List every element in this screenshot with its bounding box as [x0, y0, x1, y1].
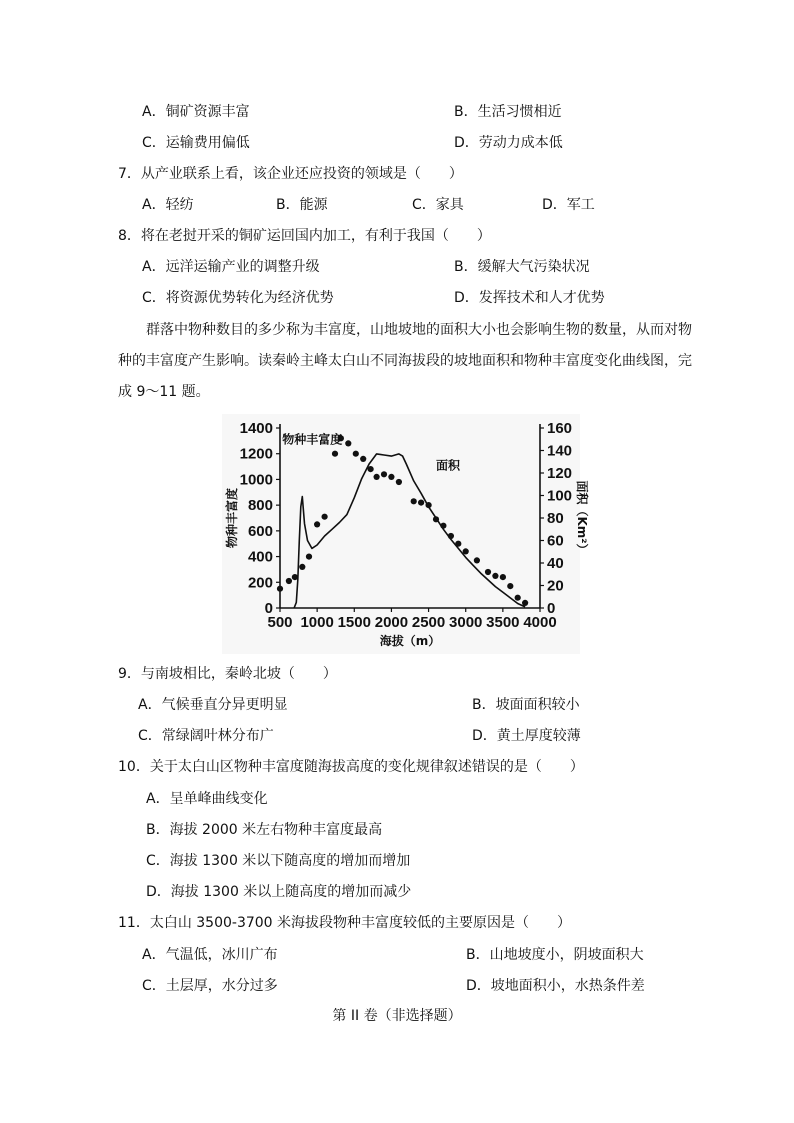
q8-stem: 8．将在老挝开采的铜矿运回国内加工，有利于我国（ ） [118, 228, 491, 244]
richness-point [381, 471, 387, 477]
richness-point [388, 474, 394, 480]
q11-option-b: B．山地坡度小，阴坡面积大 [466, 947, 644, 963]
x-tick-label: 3500 [486, 614, 520, 631]
y-right-tick-label: 120 [547, 465, 573, 482]
richness-point [522, 600, 528, 606]
y-axis-left-title: 物种丰富度 [225, 487, 239, 549]
richness-point [306, 554, 312, 560]
richness-point [418, 500, 424, 506]
q9-option-a: A．气候垂直分异更明显 [138, 697, 288, 713]
q10-option-c: C．海拔 1300 米以下随高度的增加而增加 [146, 853, 411, 869]
q9-option-d: D．黄土厚度较薄 [472, 728, 581, 744]
altitude-chart [222, 414, 589, 654]
q7-option-b: B．能源 [276, 197, 328, 213]
q10-stem: 10．关于太白山区物种丰富度随海拔高度的变化规律叙述错误的是（ ） [118, 759, 584, 775]
q11-option-d: D．坡地面积小，水热条件差 [466, 978, 645, 994]
richness-point [507, 583, 513, 589]
richness-point [374, 474, 380, 480]
q7-option-a: A．轻纺 [142, 197, 194, 213]
q11-option-a: A．气温低，冰川广布 [142, 947, 278, 963]
q8-option-b: B．缓解大气污染状况 [454, 259, 590, 275]
richness-point [345, 440, 351, 446]
q8-option-d: D．发挥技术和人才优势 [454, 290, 605, 306]
richness-point [314, 521, 320, 527]
x-tick-label: 2000 [374, 614, 409, 631]
richness-point [353, 451, 359, 457]
richness-point [433, 516, 439, 522]
richness-point [322, 514, 328, 520]
richness-point [292, 574, 298, 580]
q7-option-d: D．军工 [542, 197, 595, 213]
section-title: 第 II 卷（非选择题） [332, 1008, 462, 1024]
x-tick-label: 2500 [411, 614, 446, 631]
y-left-tick-label: 600 [247, 522, 273, 540]
richness-point [440, 523, 446, 529]
x-tick-label: 1000 [300, 614, 334, 631]
y-right-tick-label: 20 [547, 577, 564, 595]
q9-option-c: C．常绿阔叶林分布广 [138, 728, 274, 744]
y-right-tick-label: 80 [547, 510, 564, 527]
q6-option-b: B．生活习惯相近 [454, 104, 562, 120]
richness-point [448, 533, 454, 539]
y-right-tick-label: 40 [547, 555, 564, 572]
y-left-tick-label: 800 [247, 497, 273, 515]
y-left-tick-label: 400 [247, 548, 273, 566]
richness-point [515, 595, 521, 601]
richness-point [463, 548, 469, 554]
q10-option-d: D．海拔 1300 米以上随高度的增加而减少 [146, 884, 412, 900]
q6-option-d: D．劳动力成本低 [454, 135, 563, 151]
richness-point [474, 557, 480, 563]
q9-stem: 9．与南坡相比，秦岭北坡（ ） [118, 666, 337, 682]
y-left-tick-label: 1200 [239, 445, 273, 463]
passage [118, 315, 698, 408]
x-tick-label: 4000 [523, 614, 557, 631]
x-axis-title: 海拔（m） [379, 634, 441, 648]
q11-stem: 11．太白山 3500-3700 米海拔段物种丰富度较低的主要原因是（ ） [118, 915, 572, 931]
y-left-tick-label: 1000 [239, 471, 273, 489]
y-right-tick-label: 160 [547, 420, 573, 437]
richness-point [500, 574, 506, 580]
q9-option-b: B．坡面面积较小 [472, 697, 580, 713]
richness-series-label: 物种丰富度 [282, 432, 343, 447]
q8-option-a: A．远洋运输产业的调整升级 [142, 259, 320, 275]
passage-text: 群落中物种数目的多少称为丰富度，山地坡地的面积大小也会影响生物的数量，从而对物种的丰富度产生影响。读秦岭主峰太白山不同海拔段的坡地面积和物种丰富度变化曲线图，完成 9～11 题。 [118, 322, 692, 400]
richness-point [426, 502, 432, 508]
x-tick-label: 500 [267, 614, 293, 631]
richness-point [360, 456, 366, 462]
q10-option-a: A．呈单峰曲线变化 [146, 791, 268, 807]
q7-option-c: C．家具 [412, 197, 464, 213]
altitude-chart-svg [222, 414, 589, 654]
q6-option-a: A．铜矿资源丰富 [142, 104, 250, 120]
q8-option-c: C．将资源优势转化为经济优势 [142, 290, 334, 306]
y-left-tick-label: 1400 [239, 420, 273, 437]
q6-option-c: C．运输费用偏低 [142, 135, 250, 151]
richness-point [455, 541, 461, 547]
richness-point [485, 569, 491, 575]
y-left-tick-label: 200 [247, 574, 273, 592]
y-right-tick-label: 60 [547, 532, 564, 550]
richness-point [396, 479, 402, 485]
y-left-tick-label: 0 [264, 600, 273, 617]
q10-option-b: B．海拔 2000 米左右物种丰富度最高 [146, 822, 383, 838]
richness-point [277, 586, 283, 592]
richness-point [286, 578, 292, 584]
richness-point [368, 466, 374, 472]
richness-point [332, 451, 338, 457]
x-tick-label: 1500 [337, 614, 371, 631]
richness-point [299, 564, 305, 570]
y-right-tick-label: 140 [547, 442, 573, 460]
y-axis-right-title: 面积（Km²） [575, 480, 589, 556]
y-right-tick-label: 0 [547, 600, 556, 617]
q7-stem: 7．从产业联系上看，该企业还应投资的领域是（ ） [118, 166, 463, 182]
richness-point [492, 573, 498, 579]
x-tick-label: 3000 [449, 614, 483, 631]
area-series-label: 面积 [436, 458, 461, 473]
richness-point [411, 498, 417, 504]
y-right-tick-label: 100 [547, 487, 573, 505]
q11-option-c: C．土层厚，水分过多 [142, 978, 278, 994]
